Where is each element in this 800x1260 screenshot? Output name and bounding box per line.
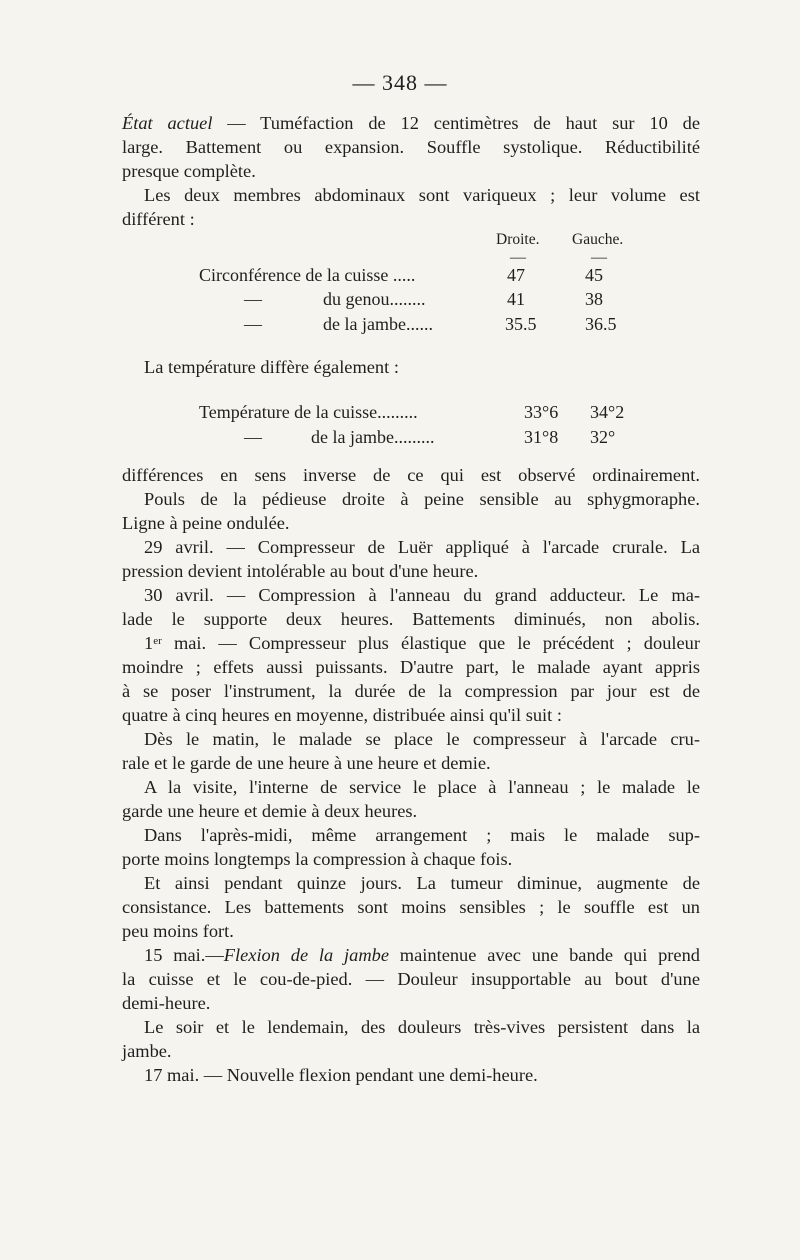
column-header-gauche: Gauche. [572, 231, 624, 248]
value-gauche: 36.5 [585, 314, 617, 334]
text-line: large. Battement ou expansion. Souffle systolique. Réductibilité [122, 137, 700, 157]
ditto-mark: — [244, 289, 262, 309]
value-gauche: 32° [590, 427, 616, 447]
text-line: lade le supporte deux heures. Battements diminués, non abolis. [122, 609, 700, 629]
text-line: Dans l'après-midi, même arrangement ; mais le malade sup- [144, 825, 700, 845]
text-line: rale et le garde de une heure à une heure et demie. [122, 753, 491, 773]
row-label: Circonférence de la cuisse ..... [199, 265, 416, 285]
text-line: A la visite, l'interne de service le place à l'anneau ; le malade le [144, 777, 700, 797]
value-droite: 35.5 [505, 314, 537, 334]
text-line: Ligne à peine ondulée. [122, 513, 290, 533]
text-line: 17 mai. — Nouvelle flexion pendant une demi-heure. [144, 1065, 538, 1085]
ditto-mark: — [244, 314, 262, 334]
text-line: 30 avril. — Compression à l'anneau du grand adducteur. Le ma- [144, 585, 700, 605]
text-line: consistance. Les battements sont moins sensibles ; le souffle est un [122, 897, 700, 917]
text-line: garde une heure et demie à deux heures. [122, 801, 418, 821]
text-line: demi-heure. [122, 993, 211, 1013]
value-gauche: 38 [585, 289, 603, 309]
text-line: Pouls de la pédieuse droite à peine sensible au sphygmoraphe. [144, 489, 700, 509]
text-line: 29 avril. — Compresseur de Luër appliqué à l'arcade crurale. La [144, 537, 700, 557]
value-droite: 47 [507, 265, 525, 285]
text-line: la cuisse et le cou-de-pied. — Douleur insupportable au bout d'une [122, 969, 700, 989]
text-line: 15 mai.—Flexion de la jambe maintenue avec une bande qui prend [144, 945, 700, 965]
value-gauche: 34°2 [590, 402, 625, 422]
text-line: Le soir et le lendemain, des douleurs très-vives persistent dans la [144, 1017, 700, 1037]
text-line: jambe. [122, 1041, 172, 1061]
row-label: de la jambe......... [311, 427, 435, 447]
text-line: 1er mai. — Compresseur plus élastique que le précédent ; douleur [144, 633, 700, 653]
text-line: La température diffère également : [144, 357, 399, 377]
text-line: quatre à cinq heures en moyenne, distribuée ainsi qu'il suit : [122, 705, 562, 725]
header-rule: — [591, 249, 607, 266]
text-line: porte moins longtemps la compression à chaque fois. [122, 849, 513, 869]
text-line: Et ainsi pendant quinze jours. La tumeur diminue, augmente de [144, 873, 700, 893]
body-text [122, 463, 700, 1087]
value-droite: 33°6 [524, 402, 559, 422]
temperature-intro [122, 355, 700, 379]
text-line: moindre ; effets aussi puissants. D'autre part, le malade ayant appris [122, 657, 700, 677]
row-label: de la jambe...... [323, 314, 433, 334]
row-label: Température de la cuisse......... [199, 402, 418, 422]
text-line: différent : [122, 209, 195, 229]
text-line: différences en sens inverse de ce qui est observé ordinairement. [122, 465, 700, 485]
section-label: État actuel [122, 113, 213, 133]
text-line: à se poser l'instrument, la durée de la compression par jour est de [122, 681, 700, 701]
ditto-mark: — [244, 427, 262, 447]
text-line: peu moins fort. [122, 921, 234, 941]
header-rule: — [510, 249, 526, 266]
value-gauche: 45 [585, 265, 603, 285]
text-line: État actuel — Tuméfaction de 12 centimètres de haut sur 10 de [122, 113, 700, 133]
text-line: Les deux membres abdominaux sont variqueux ; leur volume est [144, 185, 700, 205]
value-droite: 41 [507, 289, 525, 309]
text-line: Dès le matin, le malade se place le compresseur à l'arcade cru- [144, 729, 700, 749]
column-header-droite: Droite. [496, 231, 540, 248]
text-line: pression devient intolérable au bout d'une heure. [122, 561, 479, 581]
intro-paragraph [122, 111, 700, 231]
row-label: du genou........ [323, 289, 426, 309]
value-droite: 31°8 [524, 427, 559, 447]
text-line: presque complète. [122, 161, 256, 181]
page-number: — 348 — [352, 70, 448, 95]
